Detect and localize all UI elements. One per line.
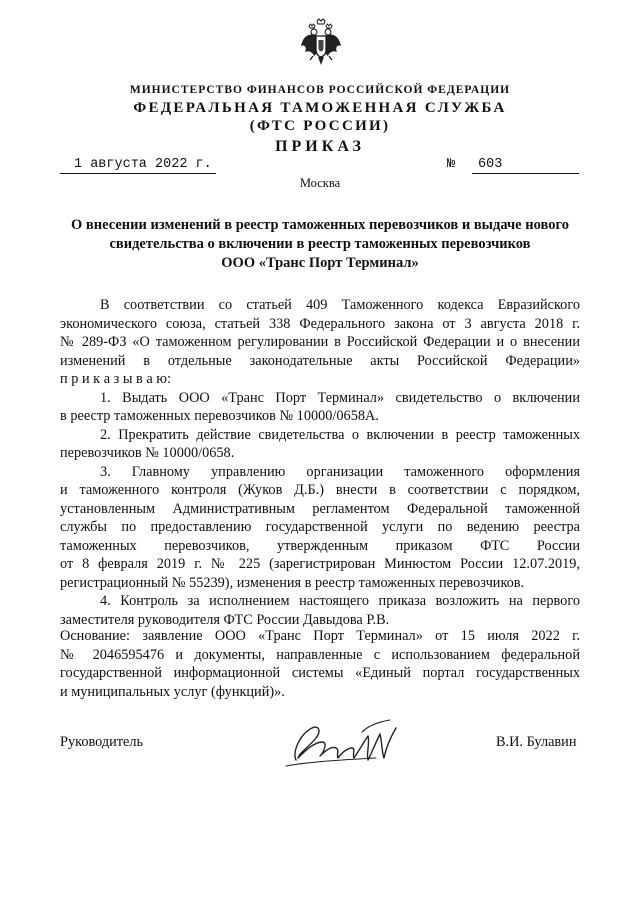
body-line: В соответствии со статьей 409 Таможенного кодекса Евразийского [100, 297, 580, 313]
title-line: свидетельства о включении в реестр таможенных перевозчиков [109, 236, 531, 252]
basis-paragraph [60, 627, 580, 701]
body-line: изменений в отдельные законодательные акты Российской Федерации» [60, 352, 580, 369]
service-short-name: (ФТС РОССИИ) [249, 118, 391, 134]
body-line: установленным Административным регламентом Федеральной таможенной [60, 500, 580, 517]
body-line: в реестр таможенных перевозчиков № 10000/0658А. [60, 408, 379, 424]
body-line: п р и к а з ы в а ю: [60, 371, 171, 387]
basis-line: государственной информационной системы «Единый портал государственных [60, 665, 580, 681]
body-line: от 8 февраля 2019 г. № 225 (зарегистрирован Минюстом России 12.07.2019, [60, 556, 580, 572]
body-line: заместителя руководителя ФТС России Давыдова Р.В. [60, 611, 390, 628]
basis-line: и муниципальных услуг (функций)». [60, 683, 285, 700]
order-number: 603 [472, 157, 579, 174]
body-line: 2. Прекратить действие свидетельства о включении в реестр таможенных [100, 426, 580, 443]
title-line: О внесении изменений в реестр таможенных перевозчиков и выдаче нового [71, 217, 569, 233]
body-line: регистрационный № 55239), изменения в реестр таможенных перевозчиков. [60, 574, 525, 591]
order-date: 1 августа 2022 г. [60, 157, 216, 174]
body-line: экономического союза, статьей 338 Федерального закона от 3 августа 2018 г. [60, 315, 580, 332]
body-line: 3. Главному управлению организации таможенного оформления [100, 463, 580, 480]
body-line: 1. Выдать ООО «Транс Порт Терминал» свидетельство о включении [100, 389, 580, 406]
basis-line: Основание: заявление ООО «Транс Порт Терминал» от 15 июля 2022 г. [60, 628, 580, 644]
coat-of-arms-icon [299, 18, 343, 68]
body-line: перевозчиков № 10000/0658. [60, 445, 235, 461]
city: Москва [299, 176, 341, 190]
handwritten-signature-icon [278, 712, 408, 774]
body-line: № 289-ФЗ «О таможенном регулировании в Российской Федерации и о внесении [60, 334, 580, 350]
document-type: ПРИКАЗ [275, 138, 365, 155]
ministry-name: МИНИСТЕРСТВО ФИНАНСОВ РОССИЙСКОЙ ФЕДЕРАЦИИ [129, 84, 511, 96]
signatory-name: В.И. Булавин [496, 734, 577, 750]
service-name: ФЕДЕРАЛЬНАЯ ТАМОЖЕННАЯ СЛУЖБА [133, 100, 507, 116]
document-title [60, 216, 580, 273]
title-line: ООО «Транс Порт Терминал» [221, 255, 419, 271]
signatory-role: Руководитель [60, 734, 144, 750]
body-line: и таможенного контроля (Жуков Д.Б.) внести в соответствии с порядком, [60, 482, 580, 498]
body-line: 4. Контроль за исполнением настоящего приказа возложить на первого [100, 593, 580, 609]
basis-line: № 2046595476 и документы, направленные с использованием федеральной [60, 646, 580, 663]
body-line: службы по предоставлению государственной услуги по ведению реестра [60, 519, 580, 535]
order-number-sign: № [447, 157, 456, 172]
body-line: таможенных перевозчиков, утвержденным приказом ФТС России [60, 537, 580, 554]
order-body [60, 296, 580, 629]
